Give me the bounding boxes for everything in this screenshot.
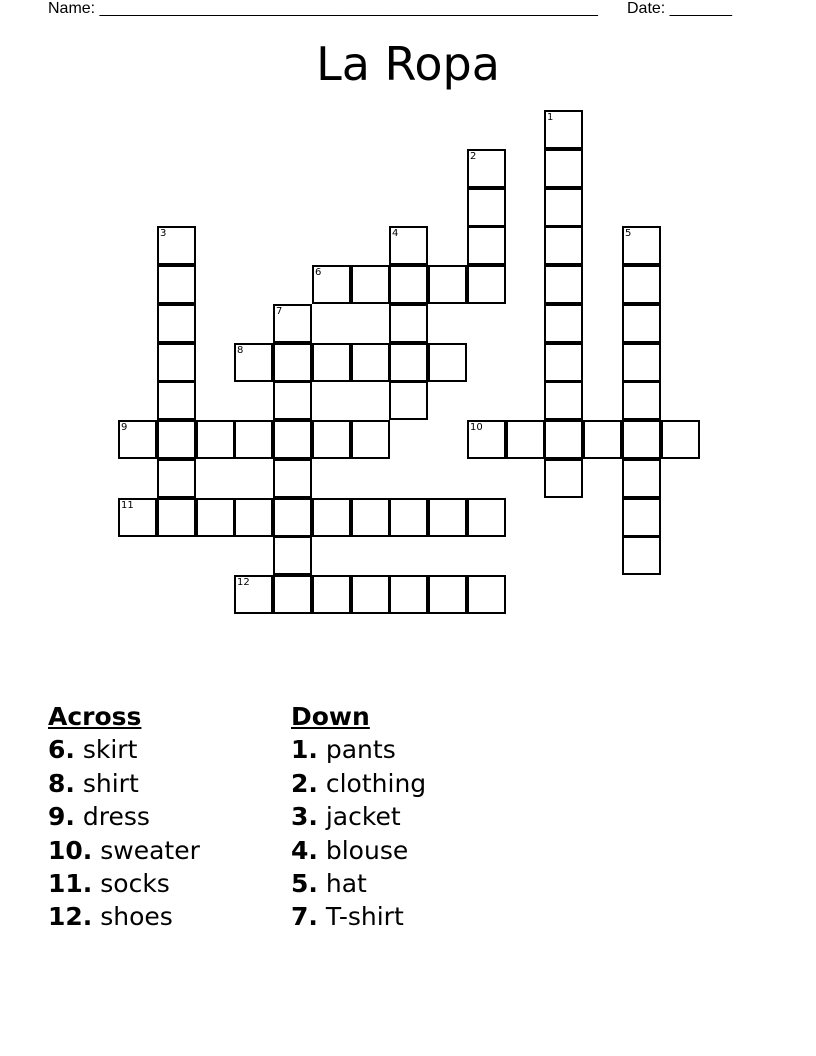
clue-text: shoes: [100, 902, 173, 932]
grid-cell[interactable]: [428, 343, 467, 382]
grid-cell[interactable]: [389, 343, 428, 382]
cell-number: 5: [625, 228, 632, 239]
grid-cell[interactable]: [234, 420, 273, 459]
grid-cell[interactable]: [622, 226, 661, 265]
grid-cell[interactable]: [622, 459, 661, 498]
grid-cell[interactable]: [467, 498, 506, 537]
grid-cell[interactable]: [622, 304, 661, 343]
grid-cell[interactable]: [622, 498, 661, 537]
clue-number: 2.: [291, 768, 318, 798]
clue-number: 7.: [291, 902, 318, 932]
grid-cell[interactable]: [428, 575, 467, 614]
clue-text: sweater: [100, 835, 200, 865]
clue-number: 1.: [291, 735, 318, 765]
grid-cell[interactable]: [544, 343, 583, 382]
grid-cell[interactable]: [389, 226, 428, 265]
grid-cell[interactable]: [351, 343, 390, 382]
grid-cell[interactable]: [544, 226, 583, 265]
grid-cell[interactable]: [234, 343, 273, 382]
grid-cell[interactable]: [118, 420, 157, 459]
grid-cell[interactable]: [157, 265, 196, 304]
grid-cell[interactable]: [389, 498, 428, 537]
grid-cell[interactable]: [312, 265, 351, 304]
grid-cell[interactable]: [273, 459, 312, 498]
clue-across-11: [48, 867, 200, 900]
grid-cell[interactable]: [351, 265, 390, 304]
grid-cell[interactable]: [389, 304, 428, 343]
clue-number: 5.: [291, 869, 318, 899]
grid-cell[interactable]: [273, 420, 312, 459]
puzzle-title: La Ropa: [316, 37, 500, 91]
grid-cell[interactable]: [544, 459, 583, 498]
grid-cell[interactable]: [661, 420, 700, 459]
grid-cell[interactable]: [622, 265, 661, 304]
clue-text: T-shirt: [325, 902, 404, 932]
cell-number: 1: [547, 112, 554, 123]
clue-down-1: [291, 733, 426, 766]
down-heading: Down: [291, 702, 370, 731]
clue-number: 3.: [291, 802, 318, 832]
grid-cell[interactable]: [351, 575, 390, 614]
clue-across-12: [48, 900, 200, 933]
grid-cell[interactable]: [544, 265, 583, 304]
clue-number: 4.: [291, 835, 318, 865]
grid-cell[interactable]: [622, 420, 661, 459]
grid-cell[interactable]: [312, 575, 351, 614]
grid-cell[interactable]: [312, 420, 351, 459]
clue-down-7: [291, 900, 426, 933]
grid-cell[interactable]: [157, 343, 196, 382]
clue-text: shirt: [82, 768, 139, 798]
grid-cell[interactable]: [506, 420, 545, 459]
grid-cell[interactable]: [622, 381, 661, 420]
cell-number: 4: [392, 228, 399, 239]
grid-cell[interactable]: [196, 420, 235, 459]
grid-cell[interactable]: [583, 420, 622, 459]
grid-cell[interactable]: [157, 498, 196, 537]
grid-cell[interactable]: [389, 265, 428, 304]
grid-cell[interactable]: [157, 304, 196, 343]
grid-cell[interactable]: [157, 226, 196, 265]
grid-cell[interactable]: [273, 536, 312, 575]
grid-cell[interactable]: [196, 498, 235, 537]
grid-cell[interactable]: [273, 304, 312, 343]
clue-text: socks: [100, 869, 170, 899]
grid-cell[interactable]: [157, 420, 196, 459]
grid-cell[interactable]: [389, 381, 428, 420]
clue-number: 9.: [48, 802, 75, 832]
grid-cell[interactable]: [622, 536, 661, 575]
grid-cell[interactable]: [544, 110, 583, 149]
grid-cell[interactable]: [273, 575, 312, 614]
clue-number: 10.: [48, 835, 93, 865]
clue-down-3: [291, 800, 426, 833]
grid-cell[interactable]: [467, 226, 506, 265]
clue-text: pants: [325, 735, 396, 765]
grid-cell[interactable]: [351, 498, 390, 537]
cell-number: 3: [160, 228, 167, 239]
grid-cell[interactable]: [389, 575, 428, 614]
grid-cell[interactable]: [351, 420, 390, 459]
across-heading: Across: [48, 702, 142, 731]
clue-text: clothing: [325, 768, 427, 798]
clue-text: hat: [325, 869, 367, 899]
grid-cell[interactable]: [622, 343, 661, 382]
grid-cell[interactable]: [467, 149, 506, 188]
clue-text: dress: [82, 802, 150, 832]
grid-cell[interactable]: [467, 420, 506, 459]
clue-number: 11.: [48, 869, 93, 899]
cell-number: 2: [470, 151, 477, 162]
date-field[interactable]: Date: _______: [627, 0, 732, 17]
clue-number: 12.: [48, 902, 93, 932]
grid-cell[interactable]: [273, 381, 312, 420]
grid-cell[interactable]: [234, 498, 273, 537]
grid-cell[interactable]: [544, 149, 583, 188]
clue-text: skirt: [82, 735, 138, 765]
grid-cell[interactable]: [312, 343, 351, 382]
down-clues: [291, 700, 426, 934]
grid-cell[interactable]: [157, 459, 196, 498]
clue-number: 8.: [48, 768, 75, 798]
clue-down-5: [291, 867, 426, 900]
clue-text: blouse: [325, 835, 409, 865]
grid-cell[interactable]: [157, 381, 196, 420]
grid-cell[interactable]: [428, 265, 467, 304]
clue-across-9: [48, 800, 200, 833]
name-field[interactable]: Name: ________________________________________________________: [48, 0, 598, 17]
grid-cell[interactable]: [544, 304, 583, 343]
grid-cell[interactable]: [544, 188, 583, 227]
cell-number: 12: [237, 577, 250, 588]
cell-number: 11: [121, 500, 134, 511]
grid-cell[interactable]: [273, 498, 312, 537]
grid-cell[interactable]: [544, 420, 583, 459]
grid-cell[interactable]: [273, 343, 312, 382]
grid-cell[interactable]: [467, 188, 506, 227]
grid-cell[interactable]: [467, 265, 506, 304]
cell-number: 6: [315, 267, 322, 278]
grid-cell[interactable]: [544, 381, 583, 420]
grid-cell[interactable]: [312, 498, 351, 537]
clue-across-8: [48, 767, 200, 800]
grid-cell[interactable]: [467, 575, 506, 614]
clue-down-2: [291, 767, 426, 800]
grid-cell[interactable]: [428, 498, 467, 537]
grid-cell[interactable]: [234, 575, 273, 614]
clue-text: jacket: [325, 802, 401, 832]
cell-number: 9: [121, 422, 128, 433]
across-clues: [48, 700, 200, 934]
clue-down-4: [291, 834, 426, 867]
cell-number: 10: [470, 422, 483, 433]
cell-number: 7: [276, 306, 283, 317]
cell-number: 8: [237, 345, 244, 356]
grid-cell[interactable]: [118, 498, 157, 537]
clue-number: 6.: [48, 735, 75, 765]
clue-across-10: [48, 834, 200, 867]
clue-across-6: [48, 733, 200, 766]
